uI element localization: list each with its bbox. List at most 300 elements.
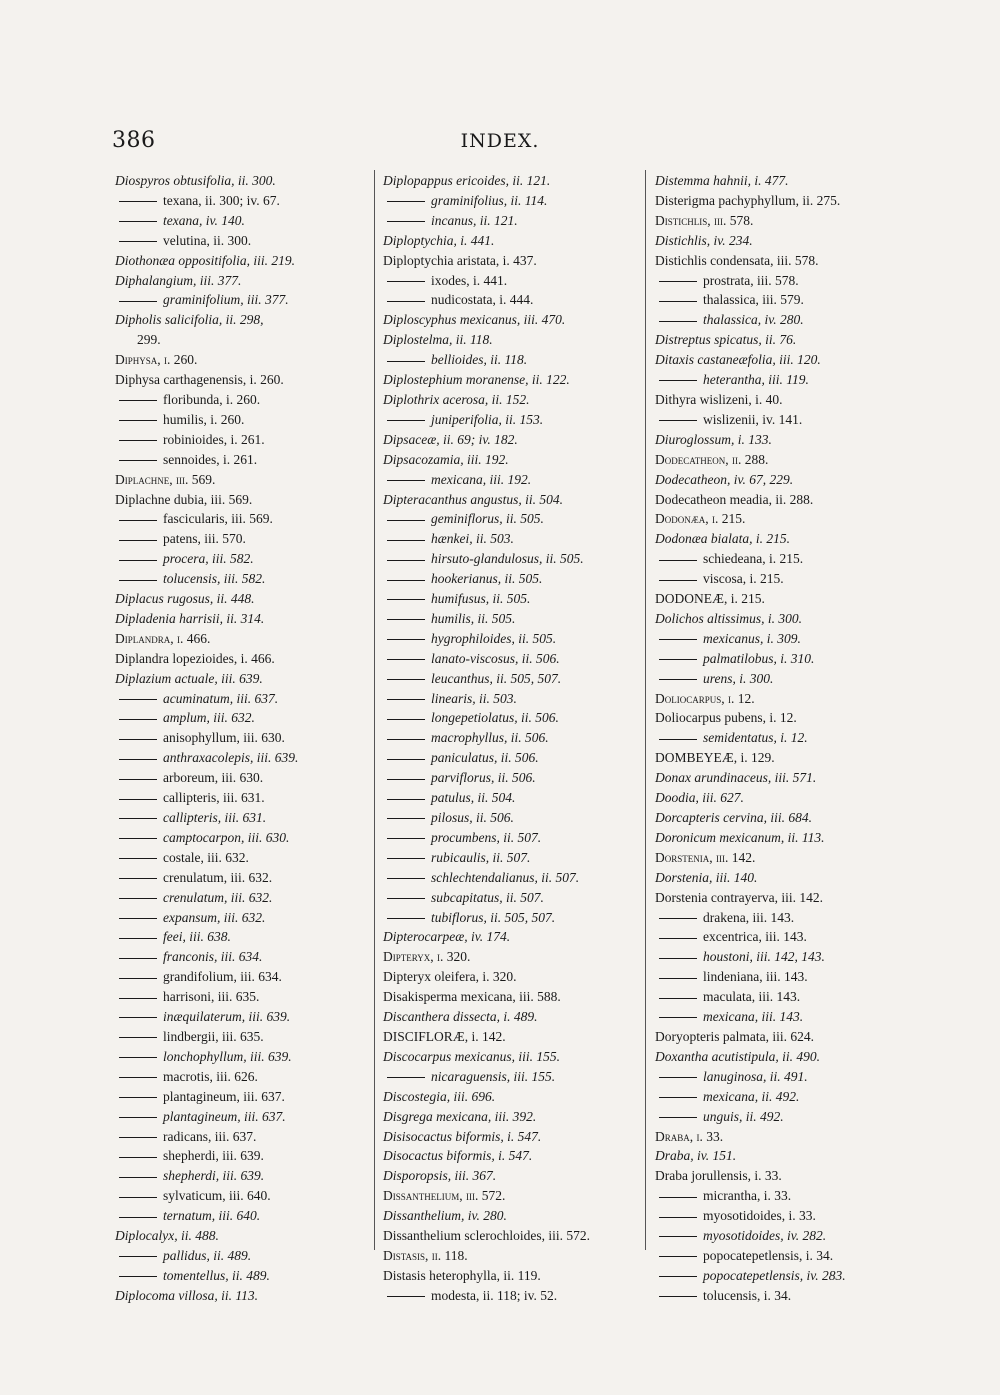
ditto-dash bbox=[659, 659, 697, 660]
ditto-dash bbox=[119, 958, 157, 959]
index-entry bbox=[655, 987, 895, 1007]
index-entry bbox=[383, 251, 633, 271]
index-entry-text: grandifolium, iii. 634. bbox=[163, 969, 282, 985]
index-entry-text: sennoides, i. 261. bbox=[163, 451, 258, 467]
index-entry-text: ixodes, i. 441. bbox=[431, 272, 508, 288]
index-entry bbox=[655, 1067, 895, 1087]
index-entry bbox=[115, 370, 365, 390]
index-entry-text: tomentellus, ii. 489. bbox=[163, 1267, 270, 1283]
index-entry bbox=[383, 1027, 633, 1047]
index-entry-text: Diplachne dubia, iii. 569. bbox=[115, 491, 253, 507]
index-entry-text: pilosus, ii. 506. bbox=[431, 810, 514, 825]
index-entry-text: tolucensis, i. 34. bbox=[703, 1287, 792, 1303]
index-entry-text: pallidus, ii. 489. bbox=[163, 1247, 252, 1263]
index-entry-text: hænkei, ii. 503. bbox=[431, 531, 514, 547]
index-column-3 bbox=[655, 171, 895, 1306]
index-entry bbox=[115, 1107, 365, 1127]
index-entry-text: heterantha, iii. 119. bbox=[703, 372, 809, 388]
index-entry bbox=[115, 549, 365, 569]
ditto-dash bbox=[119, 400, 157, 401]
index-entry bbox=[655, 211, 895, 231]
ditto-dash bbox=[119, 1077, 157, 1078]
index-entry bbox=[655, 350, 895, 370]
index-entry-text: shepherdi, iii. 639. bbox=[163, 1148, 264, 1164]
index-entry-text: myosotidoides, iv. 282. bbox=[703, 1228, 827, 1244]
index-entry-text: Dorcapteris cervina, iii. 684. bbox=[655, 810, 812, 825]
index-entry-text: texana, ii. 300; iv. 67. bbox=[163, 192, 280, 208]
index-entry bbox=[655, 609, 895, 629]
ditto-dash bbox=[387, 639, 425, 640]
index-entry bbox=[655, 1127, 895, 1147]
ditto-dash bbox=[387, 1077, 425, 1078]
index-entry-text: micrantha, i. 33. bbox=[703, 1188, 792, 1204]
index-entry-text: anisophyllum, iii. 630. bbox=[163, 730, 285, 746]
index-entry-text: Diplostephium moranense, ii. 122. bbox=[383, 372, 570, 388]
index-entry bbox=[115, 1007, 365, 1027]
page-number: 386 bbox=[112, 128, 156, 153]
index-entry bbox=[115, 1166, 365, 1186]
index-entry-text: nicaraguensis, iii. 155. bbox=[431, 1068, 556, 1084]
index-entry bbox=[655, 649, 895, 669]
index-entry bbox=[115, 350, 365, 370]
index-entry-text: humilis, ii. 505. bbox=[431, 610, 516, 626]
index-entry-text: myosotidoides, i. 33. bbox=[703, 1208, 816, 1224]
index-entry bbox=[115, 1266, 365, 1286]
index-entry bbox=[115, 748, 365, 768]
index-entry bbox=[383, 649, 633, 669]
index-entry-text: Disisocactus biformis, i. 547. bbox=[383, 1128, 542, 1144]
index-entry bbox=[383, 589, 633, 609]
index-entry-text: costale, iii. 632. bbox=[163, 849, 249, 865]
index-entry bbox=[115, 808, 365, 828]
index-entry-text: DOMBEYEÆ, i. 129. bbox=[655, 750, 775, 766]
ditto-dash bbox=[387, 779, 425, 780]
ditto-dash bbox=[387, 281, 425, 282]
index-entry bbox=[655, 470, 895, 490]
index-entry bbox=[115, 1067, 365, 1087]
index-entry bbox=[115, 231, 365, 251]
ditto-dash bbox=[119, 759, 157, 760]
index-entry-text: subcapitatus, ii. 507. bbox=[431, 889, 544, 905]
index-entry bbox=[383, 1226, 633, 1246]
index-entry-text: tubiflorus, ii. 505, 507. bbox=[431, 909, 556, 925]
index-entry-text: Draba jorullensis, i. 33. bbox=[655, 1168, 782, 1184]
index-entry-text: Dipteryx oleifera, i. 320. bbox=[383, 969, 517, 985]
index-entry bbox=[115, 629, 365, 649]
index-entry bbox=[655, 768, 895, 788]
ditto-dash bbox=[387, 361, 425, 362]
index-entry-text: DISCIFLORÆ, i. 142. bbox=[383, 1028, 506, 1044]
index-entry-text: thalassica, iv. 280. bbox=[703, 312, 804, 328]
index-entry bbox=[655, 689, 895, 709]
ditto-dash bbox=[659, 420, 697, 421]
index-entry-text: plantagineum, iii. 637. bbox=[163, 1108, 286, 1124]
index-entry bbox=[655, 1007, 895, 1027]
index-entry bbox=[383, 1166, 633, 1186]
ditto-dash bbox=[119, 241, 157, 242]
index-entry-text: Dolichos altissimus, i. 300. bbox=[655, 610, 803, 626]
index-entry bbox=[115, 1286, 365, 1306]
ditto-dash bbox=[119, 1057, 157, 1058]
index-entry bbox=[383, 529, 633, 549]
ditto-dash bbox=[659, 1217, 697, 1218]
ditto-dash bbox=[119, 1137, 157, 1138]
index-entry-text: Dipteryx, i. 320. bbox=[383, 949, 471, 965]
index-entry bbox=[115, 888, 365, 908]
ditto-dash bbox=[387, 898, 425, 899]
index-entry bbox=[115, 330, 365, 350]
index-entry-text: Doronicum mexicanum, ii. 113. bbox=[655, 829, 825, 845]
ditto-dash bbox=[659, 380, 697, 381]
index-entry-text: acuminatum, iii. 637. bbox=[163, 690, 279, 706]
index-entry bbox=[655, 330, 895, 350]
index-entry bbox=[655, 509, 895, 529]
index-entry bbox=[383, 728, 633, 748]
index-entry bbox=[655, 1286, 895, 1306]
index-entry bbox=[383, 868, 633, 888]
index-entry bbox=[383, 848, 633, 868]
index-entry-text: mexicana, ii. 492. bbox=[703, 1088, 800, 1104]
index-entry bbox=[383, 1186, 633, 1206]
ditto-dash bbox=[387, 838, 425, 839]
index-entry-text: anthraxacolepis, iii. 639. bbox=[163, 750, 299, 766]
ditto-dash bbox=[119, 779, 157, 780]
index-entry bbox=[115, 967, 365, 987]
index-entry-text: Dodonæa, i. 215. bbox=[655, 511, 746, 527]
index-entry-text: Diplazium actuale, iii. 639. bbox=[115, 670, 263, 686]
index-entry bbox=[655, 1166, 895, 1186]
index-entry-text: Diuroglossum, i. 133. bbox=[655, 431, 772, 447]
index-entry-text: Dipsaceæ, ii. 69; iv. 182. bbox=[383, 431, 518, 447]
index-entry bbox=[115, 1146, 365, 1166]
index-entry-text: Dodecatheon, ii. 288. bbox=[655, 451, 769, 467]
index-entry-text: Distreptus spicatus, ii. 76. bbox=[655, 332, 797, 348]
index-entry bbox=[383, 927, 633, 947]
index-entry bbox=[655, 251, 895, 271]
index-entry-text: Diplocoma villosa, ii. 113. bbox=[115, 1287, 258, 1303]
index-entry bbox=[655, 450, 895, 470]
ditto-dash bbox=[119, 420, 157, 421]
ditto-dash bbox=[387, 679, 425, 680]
index-entry-text: Dissanthelium sclerochloides, iii. 572. bbox=[383, 1228, 590, 1244]
index-entry bbox=[383, 1007, 633, 1027]
ditto-dash bbox=[119, 739, 157, 740]
index-entry bbox=[115, 1246, 365, 1266]
index-entry-text: floribunda, i. 260. bbox=[163, 391, 261, 407]
ditto-dash bbox=[387, 599, 425, 600]
index-entry bbox=[115, 908, 365, 928]
index-entry-text: franconis, iii. 634. bbox=[163, 949, 263, 965]
index-entry bbox=[383, 450, 633, 470]
index-entry bbox=[655, 947, 895, 967]
index-entry bbox=[115, 1206, 365, 1226]
index-entry bbox=[115, 788, 365, 808]
ditto-dash bbox=[119, 1177, 157, 1178]
index-entry-text: graminifolius, ii. 114. bbox=[431, 192, 548, 208]
index-entry-text: Diphysa, i. 260. bbox=[115, 352, 198, 368]
index-entry-text: Doliocarpus pubens, i. 12. bbox=[655, 710, 797, 726]
index-entry-text: hirsuto-glandulosus, ii. 505. bbox=[431, 551, 584, 567]
index-entry bbox=[115, 410, 365, 430]
index-entry-text: lanuginosa, ii. 491. bbox=[703, 1068, 808, 1084]
index-entry bbox=[383, 1206, 633, 1226]
index-entry bbox=[115, 1027, 365, 1047]
ditto-dash bbox=[659, 998, 697, 999]
index-entry bbox=[383, 390, 633, 410]
index-entry bbox=[655, 310, 895, 330]
ditto-dash bbox=[659, 918, 697, 919]
ditto-dash bbox=[119, 520, 157, 521]
index-entry bbox=[655, 430, 895, 450]
ditto-dash bbox=[119, 1117, 157, 1118]
index-entry-text: paniculatus, ii. 506. bbox=[431, 750, 539, 766]
ditto-dash bbox=[659, 580, 697, 581]
ditto-dash bbox=[119, 540, 157, 541]
index-entry bbox=[655, 967, 895, 987]
index-entry bbox=[655, 529, 895, 549]
index-entry bbox=[655, 569, 895, 589]
index-entry-text: Diplacus rugosus, ii. 448. bbox=[115, 591, 255, 607]
index-entry-text: Diphysa carthagenensis, i. 260. bbox=[115, 372, 284, 388]
index-entry-text: robinioides, i. 261. bbox=[163, 431, 265, 447]
index-entry bbox=[383, 808, 633, 828]
index-entry bbox=[655, 1027, 895, 1047]
index-entry-text: palmatilobus, i. 310. bbox=[703, 650, 815, 666]
index-entry-text: Distichlis, iii. 578. bbox=[655, 212, 754, 228]
index-entry bbox=[115, 987, 365, 1007]
ditto-dash bbox=[119, 699, 157, 700]
index-entry bbox=[655, 888, 895, 908]
index-entry bbox=[655, 390, 895, 410]
index-entry-text: mexicana, iii. 143. bbox=[703, 1009, 804, 1025]
ditto-dash bbox=[387, 221, 425, 222]
index-entry-text: crenulatum, iii. 632. bbox=[163, 889, 273, 905]
ditto-dash bbox=[659, 1197, 697, 1198]
index-entry-text: linearis, ii. 503. bbox=[431, 690, 517, 706]
index-entry-text: nudicostata, i. 444. bbox=[431, 292, 534, 308]
index-entry bbox=[383, 888, 633, 908]
index-entry bbox=[655, 908, 895, 928]
index-entry-text: drakena, iii. 143. bbox=[703, 909, 795, 925]
index-entry-text: Dorstenia, iii. 142. bbox=[655, 849, 756, 865]
ditto-dash bbox=[119, 580, 157, 581]
index-entry bbox=[655, 231, 895, 251]
index-entry-text: Distemma hahnii, i. 477. bbox=[655, 173, 789, 188]
index-entry bbox=[115, 589, 365, 609]
index-entry-text: humifusus, ii. 505. bbox=[431, 591, 531, 607]
index-entry bbox=[115, 649, 365, 669]
index-entry-text: Diplandra, i. 466. bbox=[115, 630, 211, 646]
index-entry bbox=[655, 828, 895, 848]
index-entry bbox=[655, 1087, 895, 1107]
index-entry-text: Dodecatheon, iv. 67, 229. bbox=[655, 471, 794, 487]
index-entry-text: Dipterocarpeæ, iv. 174. bbox=[383, 929, 511, 945]
index-entry bbox=[115, 251, 365, 271]
index-entry bbox=[115, 450, 365, 470]
index-entry bbox=[383, 569, 633, 589]
index-entry-text: shepherdi, iii. 639. bbox=[163, 1168, 265, 1184]
ditto-dash bbox=[387, 540, 425, 541]
index-entry-text: wislizenii, iv. 141. bbox=[703, 411, 803, 427]
index-entry-text: prostrata, iii. 578. bbox=[703, 272, 799, 288]
ditto-dash bbox=[119, 1276, 157, 1277]
index-entry-text: harrisoni, iii. 635. bbox=[163, 989, 260, 1005]
index-entry bbox=[115, 529, 365, 549]
index-entry bbox=[383, 171, 633, 191]
ditto-dash bbox=[119, 460, 157, 461]
index-entry-text: lindbergii, iii. 635. bbox=[163, 1028, 264, 1044]
index-entry-text: Diplocalyx, ii. 488. bbox=[115, 1228, 219, 1244]
index-entry-text: mexicana, iii. 192. bbox=[431, 471, 532, 487]
ditto-dash bbox=[387, 659, 425, 660]
index-entry-text: Doliocarpus, i. 12. bbox=[655, 690, 755, 706]
index-entry-text: longepetiolatus, ii. 506. bbox=[431, 710, 559, 726]
index-entry-text: Distichlis condensata, iii. 578. bbox=[655, 252, 819, 268]
index-entry-text: Donax arundinaceus, iii. 571. bbox=[655, 770, 817, 786]
index-entry-text: Dorstenia, iii. 140. bbox=[655, 869, 758, 885]
index-entry-text: lindeniana, iii. 143. bbox=[703, 969, 808, 985]
index-entry-text: semidentatus, i. 12. bbox=[703, 730, 808, 746]
ditto-dash bbox=[659, 1296, 697, 1297]
index-entry bbox=[383, 1266, 633, 1286]
index-entry bbox=[383, 1047, 633, 1067]
index-entry bbox=[115, 430, 365, 450]
index-entry bbox=[383, 330, 633, 350]
index-entry bbox=[383, 788, 633, 808]
ditto-dash bbox=[387, 1296, 425, 1297]
index-entry bbox=[655, 589, 895, 609]
ditto-dash bbox=[387, 719, 425, 720]
column-rule bbox=[374, 170, 375, 1250]
index-entry bbox=[383, 430, 633, 450]
index-entry-text: Draba, iv. 151. bbox=[655, 1148, 737, 1164]
index-entry-text: Distasis heterophylla, ii. 119. bbox=[383, 1267, 541, 1283]
index-entry bbox=[115, 1087, 365, 1107]
index-entry bbox=[655, 191, 895, 211]
index-entry-text: tolucensis, iii. 582. bbox=[163, 571, 266, 587]
index-entry-text: macrophyllus, ii. 506. bbox=[431, 730, 549, 746]
index-entry-text: viscosa, i. 215. bbox=[703, 571, 784, 587]
index-entry bbox=[383, 470, 633, 490]
index-entry bbox=[383, 689, 633, 709]
index-entry-text: maculata, iii. 143. bbox=[703, 989, 801, 1005]
index-entry-text: Distichlis, iv. 234. bbox=[655, 232, 753, 248]
index-entry-text: Draba, i. 33. bbox=[655, 1128, 724, 1144]
ditto-dash bbox=[387, 799, 425, 800]
index-entry bbox=[115, 390, 365, 410]
index-entry-text: Dissanthelium, iii. 572. bbox=[383, 1188, 506, 1204]
ditto-dash bbox=[119, 918, 157, 919]
index-entry bbox=[383, 947, 633, 967]
index-entry bbox=[383, 828, 633, 848]
index-entry bbox=[115, 470, 365, 490]
index-entry bbox=[383, 290, 633, 310]
index-entry-text: callipteris, iii. 631. bbox=[163, 790, 265, 806]
index-entry bbox=[655, 927, 895, 947]
index-entry bbox=[383, 549, 633, 569]
ditto-dash bbox=[659, 1236, 697, 1237]
index-entry bbox=[655, 1186, 895, 1206]
ditto-dash bbox=[387, 580, 425, 581]
ditto-dash bbox=[119, 878, 157, 879]
index-entry-text: Disporopsis, iii. 367. bbox=[383, 1168, 497, 1184]
ditto-dash bbox=[659, 958, 697, 959]
index-entry-text: amplum, iii. 632. bbox=[163, 710, 255, 726]
index-entry bbox=[655, 271, 895, 291]
index-entry-text: lonchophyllum, iii. 639. bbox=[163, 1048, 292, 1064]
ditto-dash bbox=[387, 759, 425, 760]
index-entry bbox=[383, 1127, 633, 1147]
index-entry-text: Diplandra lopezioides, i. 466. bbox=[115, 650, 275, 666]
index-entry-text: rubicaulis, ii. 507. bbox=[431, 849, 531, 865]
ditto-dash bbox=[387, 520, 425, 521]
index-entry-text: Disakisperma mexicana, iii. 588. bbox=[383, 989, 561, 1005]
index-entry-text: inæquilaterum, iii. 639. bbox=[163, 1009, 291, 1025]
index-entry-text: feei, iii. 638. bbox=[163, 929, 231, 945]
column-rule bbox=[645, 170, 646, 1250]
index-entry-text: popocatepetlensis, i. 34. bbox=[703, 1247, 834, 1263]
index-entry-text: DODONEÆ, i. 215. bbox=[655, 591, 765, 607]
index-entry bbox=[655, 808, 895, 828]
index-entry bbox=[655, 1226, 895, 1246]
index-entry-text: Disterigma pachyphyllum, ii. 275. bbox=[655, 192, 841, 208]
ditto-dash bbox=[119, 1097, 157, 1098]
index-entry bbox=[655, 171, 895, 191]
index-entry bbox=[115, 310, 365, 330]
index-entry-text: Diplostelma, ii. 118. bbox=[383, 332, 493, 348]
ditto-dash bbox=[387, 480, 425, 481]
index-entry bbox=[115, 490, 365, 510]
index-entry bbox=[383, 708, 633, 728]
index-entry bbox=[383, 908, 633, 928]
index-entry-text: arboreum, iii. 630. bbox=[163, 770, 264, 786]
index-entry-text: Distasis, ii. 118. bbox=[383, 1247, 468, 1263]
index-entry-text: Diplopappus ericoides, ii. 121. bbox=[383, 173, 551, 188]
ditto-dash bbox=[659, 1256, 697, 1257]
ditto-dash bbox=[119, 938, 157, 939]
index-entry-text: bellioides, ii. 118. bbox=[431, 352, 528, 368]
index-column-2 bbox=[383, 171, 633, 1306]
index-entry-text: unguis, ii. 492. bbox=[703, 1108, 784, 1124]
index-entry bbox=[115, 569, 365, 589]
index-entry bbox=[655, 1047, 895, 1067]
index-entry bbox=[383, 410, 633, 430]
index-entry bbox=[383, 987, 633, 1007]
ditto-dash bbox=[387, 699, 425, 700]
index-entry-text: Diplachne, iii. 569. bbox=[115, 471, 216, 487]
ditto-dash bbox=[659, 1097, 697, 1098]
index-entry bbox=[383, 1286, 633, 1306]
index-entry bbox=[655, 370, 895, 390]
ditto-dash bbox=[119, 1037, 157, 1038]
index-entry-text: plantagineum, iii. 637. bbox=[163, 1088, 285, 1104]
index-entry bbox=[383, 310, 633, 330]
ditto-dash bbox=[659, 739, 697, 740]
ditto-dash bbox=[119, 898, 157, 899]
index-entry-text: urens, i. 300. bbox=[703, 670, 774, 686]
index-entry bbox=[115, 689, 365, 709]
index-entry-text: leucanthus, ii. 505, 507. bbox=[431, 670, 562, 686]
index-entry bbox=[655, 748, 895, 768]
index-entry-text: Dipladenia harrisii, ii. 314. bbox=[115, 610, 265, 626]
ditto-dash bbox=[387, 420, 425, 421]
index-entry-text: graminifolium, iii. 377. bbox=[163, 292, 289, 308]
ditto-dash bbox=[659, 978, 697, 979]
index-entry-text: patulus, ii. 504. bbox=[431, 790, 516, 806]
index-entry-text: Dodonæa bialata, i. 215. bbox=[655, 531, 791, 547]
index-entry-text: Dissanthelium, iv. 280. bbox=[383, 1208, 507, 1224]
ditto-dash bbox=[387, 918, 425, 919]
